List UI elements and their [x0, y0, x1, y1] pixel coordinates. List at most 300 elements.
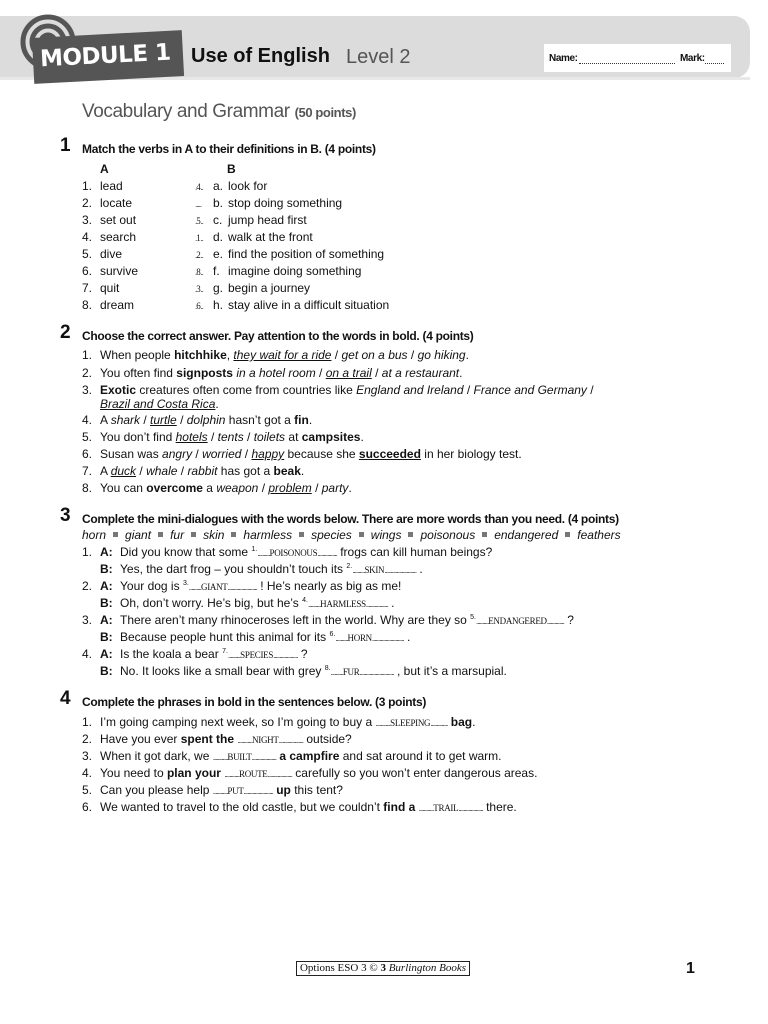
dialogue-pre: Did you know that some	[120, 545, 252, 559]
sentence-part: A	[100, 413, 111, 427]
sentence-part: /	[371, 366, 382, 380]
gap-number: 8.	[324, 665, 331, 672]
blank-dots: .	[195, 285, 197, 294]
bold-phrase-end: bag	[450, 715, 473, 729]
sentence-text	[100, 447, 522, 461]
option-word[interactable]: get on a bus	[341, 348, 408, 362]
item-number: 2.	[82, 196, 93, 210]
sentence-pre: Can you please help	[100, 783, 213, 797]
verb-text: dream	[100, 298, 135, 312]
word-bank	[82, 528, 621, 542]
verb-text: search	[100, 230, 137, 244]
option-word[interactable]: beak	[273, 464, 301, 478]
phrase-row	[0, 715, 768, 731]
definition-letter: d.	[213, 230, 224, 244]
item-number: 1.	[82, 348, 93, 362]
definition-letter: g.	[213, 281, 224, 295]
dialogue-line	[0, 630, 768, 646]
answer-blank[interactable]	[224, 766, 292, 780]
sentence-text	[100, 430, 364, 444]
blank-dots: ....................	[278, 736, 304, 745]
option-word[interactable]: party	[321, 481, 349, 495]
blank-dots: ..	[200, 234, 203, 243]
separator-square-icon	[299, 532, 304, 537]
blank-dots: ..........	[307, 600, 321, 609]
handwritten-answer: GIANT	[201, 582, 228, 592]
item-number: 5.	[82, 247, 93, 261]
name-label: Name:	[549, 53, 578, 64]
blank-dots: ....................	[273, 651, 298, 660]
item-number: 5.	[82, 783, 93, 797]
choice-row	[0, 348, 768, 364]
sentence-part: You can	[100, 481, 147, 495]
handwritten-answer: 2	[196, 250, 201, 260]
match-row	[0, 247, 768, 263]
sentence-pre: We wanted to travel to the old castle, but we couldn’t	[100, 800, 384, 814]
sentence-text	[100, 413, 312, 427]
answer-blank[interactable]	[257, 545, 337, 559]
word-bank-item: giant	[125, 528, 152, 542]
blank-dots: .	[195, 251, 197, 260]
blank-dots: ..........	[476, 617, 489, 626]
blank-dots: ..............	[546, 617, 564, 626]
answer-blank[interactable]	[195, 213, 203, 227]
answer-blank[interactable]	[308, 596, 388, 610]
answer-blank[interactable]	[237, 732, 303, 746]
dialogue-post: .	[416, 562, 423, 576]
handwritten-answer: FUR	[342, 667, 360, 677]
sentence-post: there.	[482, 800, 517, 814]
bold-phrase-start: find a	[383, 800, 416, 814]
gap-number: 3.	[182, 580, 189, 587]
choice-row	[0, 447, 768, 463]
bold-phrase-start: spent the	[180, 732, 235, 746]
blank-dots: .	[195, 217, 197, 226]
sentence-part: /	[315, 366, 326, 380]
dialogue-text	[120, 664, 507, 678]
sentence-part: .	[300, 464, 305, 478]
item-number: 4.	[82, 766, 93, 780]
option-word[interactable]: worried	[202, 447, 242, 461]
speaker-label: A:	[100, 545, 113, 559]
option-word[interactable]: overcome	[146, 481, 203, 495]
separator-square-icon	[191, 532, 196, 537]
sentence-part: .	[308, 413, 313, 427]
answer-blank[interactable]	[195, 179, 203, 193]
definition-text: walk at the front	[228, 230, 313, 244]
sentence-part: A	[100, 464, 111, 478]
exercise-4-number: 4	[60, 688, 71, 709]
option-word[interactable]: in a hotel room	[236, 366, 316, 380]
match-row	[0, 264, 768, 280]
verb-text: survive	[100, 264, 139, 278]
section-points: (50 points)	[294, 105, 356, 120]
footer-copyright	[296, 961, 470, 976]
dialogue-post: ?	[297, 647, 308, 661]
answer-blank[interactable]	[419, 800, 483, 814]
sentence-part: /	[241, 447, 252, 461]
sentence-part: at	[285, 430, 302, 444]
blank-dots: ..........	[257, 549, 270, 558]
blank-dots: ....................	[267, 770, 292, 779]
item-number: 8.	[82, 298, 93, 312]
bold-phrase-start: plan your	[166, 766, 221, 780]
verb-text: lead	[100, 179, 123, 193]
blank-dots: .	[195, 268, 197, 277]
gap-number: 4.	[302, 597, 308, 604]
option-word[interactable]: duck	[110, 464, 137, 478]
dialogue-text	[120, 596, 394, 610]
definition-text: stop doing something	[228, 196, 343, 210]
match-row	[0, 230, 768, 246]
burlington-logo-icon: 3	[380, 962, 386, 974]
sentence-part: creatures often come from countries like	[136, 383, 357, 397]
definition-letter: f.	[213, 264, 220, 278]
sentence-part: /	[243, 430, 254, 444]
sentence-part: has got a	[217, 464, 274, 478]
mark-label: Mark:	[680, 53, 705, 64]
answer-blank[interactable]	[195, 264, 203, 278]
option-word[interactable]: succeeded	[358, 447, 421, 461]
phrase-row	[0, 732, 768, 748]
option-word[interactable]: at a restaurant	[381, 366, 460, 380]
dialogue-text	[120, 630, 410, 644]
dialogue-line	[0, 562, 768, 578]
answer-blank[interactable]	[195, 247, 203, 261]
option-word[interactable]: dolphin	[186, 413, 226, 427]
sentence-text	[100, 800, 517, 814]
handwritten-answer: 6	[196, 301, 201, 311]
blank-dots: ..	[200, 285, 203, 294]
handwritten-answer: ROUTE	[239, 769, 268, 779]
sentence-part: .	[348, 481, 352, 495]
sentence-part: /	[463, 383, 474, 397]
option-word[interactable]: hotels	[175, 430, 208, 444]
choice-row	[0, 430, 768, 446]
handwritten-answer: 5	[196, 216, 201, 226]
exercise-3-number: 3	[60, 505, 71, 526]
speaker-label: B:	[100, 630, 113, 644]
blank-dots: .....	[195, 200, 202, 209]
blank-dots: ........................	[227, 583, 257, 592]
blank-dots: ....................	[458, 804, 483, 813]
option-word[interactable]: tents	[217, 430, 244, 444]
handwritten-answer: TRAIL	[433, 803, 459, 813]
dialogue-pre: There aren’t many rhinoceroses left in the world. Why are they so	[120, 613, 471, 627]
definition-letter: c.	[213, 213, 223, 227]
item-number: 5.	[82, 430, 93, 444]
word-bank-item: endangered	[494, 528, 559, 542]
dialogue-line	[0, 647, 768, 663]
dialogue-pre: Yes, the dart frog – you shouldn’t touch its	[120, 562, 347, 576]
dialogue-text	[120, 579, 401, 593]
option-word[interactable]: they wait for a ride	[233, 348, 332, 362]
definition-text: find the position of something	[228, 247, 385, 261]
answer-blank[interactable]	[195, 298, 203, 312]
answer-blank[interactable]	[228, 647, 298, 661]
dialogue-text	[120, 562, 423, 576]
dialogue-line	[0, 545, 768, 561]
blank-dots: .	[195, 183, 197, 192]
word-bank-item: species	[311, 528, 352, 542]
sentence-part: /	[192, 447, 203, 461]
phrase-row	[0, 766, 768, 782]
separator-square-icon	[359, 532, 364, 537]
name-field[interactable]	[579, 63, 675, 64]
bold-phrase-end: up	[276, 783, 291, 797]
item-number: 6.	[82, 447, 93, 461]
sentence-part: /	[586, 383, 594, 397]
answer-blank[interactable]	[331, 664, 394, 678]
dialogue-pre: No. It looks like a small bear with grey	[120, 664, 325, 678]
sentence-part: You often find	[100, 366, 177, 380]
option-word[interactable]: Brazil and Costa Rica	[100, 397, 216, 411]
choice-row	[0, 413, 768, 429]
option-word[interactable]: problem	[268, 481, 312, 495]
page-level: Level 2	[346, 46, 411, 68]
exercise-3-instruction: Complete the mini-dialogues with the words below. There are more words than you need. (4 points)	[82, 512, 619, 526]
column-b-header: B	[227, 162, 236, 176]
word-bank-item: horn	[82, 528, 107, 542]
option-word[interactable]: whale	[146, 464, 178, 478]
separator-square-icon	[113, 532, 118, 537]
sentence-pre: Have you ever	[100, 732, 181, 746]
blank-dots: ............	[237, 736, 253, 745]
option-word[interactable]: weapon	[216, 481, 259, 495]
handwritten-answer: BUILT	[227, 752, 252, 762]
exercise-2-instruction: Choose the correct answer. Pay attention to the words in bold. (4 points)	[82, 329, 474, 343]
gap-number: 2.	[346, 563, 353, 570]
blank-dots: ..	[200, 302, 203, 311]
answer-blank[interactable]	[213, 783, 273, 797]
sentence-part: /	[407, 348, 418, 362]
word-bank-item: fur	[170, 528, 185, 542]
item-number: 1.	[82, 545, 93, 559]
separator-square-icon	[565, 532, 570, 537]
dialogue-line	[0, 664, 768, 680]
option-word[interactable]: signposts	[176, 366, 233, 380]
sentence-part: /	[177, 464, 188, 478]
option-word[interactable]: hitchhike	[174, 348, 227, 362]
sentence-part: .	[465, 348, 469, 362]
item-number: 6.	[82, 800, 93, 814]
option-word[interactable]: on a trail	[325, 366, 372, 380]
verb-text: quit	[100, 281, 120, 295]
option-word[interactable]: turtle	[150, 413, 177, 427]
definition-letter: e.	[213, 247, 224, 261]
item-number: 4.	[82, 230, 93, 244]
item-number: 3.	[82, 749, 93, 763]
blank-dots: ..................	[365, 600, 388, 609]
separator-square-icon	[482, 532, 487, 537]
phrase-row	[0, 783, 768, 799]
gap-number: 5.	[470, 614, 476, 621]
sentence-pre: I’m going camping next week, so I’m going to buy a	[100, 715, 376, 729]
blank-dots: ..............	[430, 719, 448, 728]
sentence-pre: When it got dark, we	[100, 749, 213, 763]
definition-letter: b.	[213, 196, 224, 210]
sentence-part: ,	[226, 348, 234, 362]
blank-dots: ..........................	[384, 566, 417, 575]
sentence-text	[100, 383, 594, 411]
dialogue-post: ! He’s nearly as big as me!	[256, 579, 402, 593]
choice-row	[0, 464, 768, 480]
blank-dots: ..........	[352, 566, 365, 575]
option-word[interactable]: toilets	[253, 430, 286, 444]
sentence-text	[100, 464, 304, 478]
sentence-part: /	[311, 481, 322, 495]
sentence-post: carefully so you won’t enter dangerous areas.	[291, 766, 538, 780]
blank-dots: ..........	[330, 668, 343, 677]
module-label: MODULE 1	[39, 39, 172, 73]
blank-dots: ..	[200, 251, 203, 260]
sentence-part: Susan was	[100, 447, 163, 461]
option-word[interactable]: angry	[162, 447, 193, 461]
option-word[interactable]: rabbit	[187, 464, 218, 478]
option-word[interactable]: happy	[251, 447, 285, 461]
match-row	[0, 298, 768, 314]
sentence-text	[100, 366, 463, 380]
verb-text: dive	[100, 247, 123, 261]
blank-dots: ............	[212, 753, 228, 762]
section-title	[82, 101, 356, 123]
definition-text: imagine doing something	[228, 264, 362, 278]
option-word[interactable]: shark	[110, 413, 141, 427]
option-word[interactable]: fin	[294, 413, 309, 427]
sentence-part: /	[176, 413, 187, 427]
option-word[interactable]: Exotic	[100, 383, 137, 397]
sentence-part: /	[140, 413, 151, 427]
choice-row	[0, 481, 768, 497]
handwritten-answer: 4	[196, 182, 201, 192]
verb-text: set out	[100, 213, 137, 227]
section-title-text: Vocabulary and Grammar	[82, 101, 290, 122]
separator-square-icon	[158, 532, 163, 537]
sentence-text	[100, 348, 469, 362]
handwritten-answer: SKIN	[364, 565, 385, 575]
dialogue-pre: Oh, don’t worry. He’s big, but he’s	[120, 596, 303, 610]
option-word[interactable]: go hiking	[417, 348, 466, 362]
speaker-label: A:	[100, 579, 113, 593]
separator-square-icon	[408, 532, 413, 537]
sentence-part: /	[207, 430, 218, 444]
answer-blank[interactable]	[195, 196, 201, 210]
dialogue-text	[120, 545, 492, 559]
sentence-post: .	[472, 715, 476, 729]
dialogue-post: frogs can kill human beings?	[336, 545, 493, 559]
choice-row	[0, 366, 768, 382]
sentence-post: this tent?	[290, 783, 343, 797]
sentence-post: and sat around it to get warm.	[339, 749, 502, 763]
gap-number: 1.	[251, 546, 258, 553]
definition-text: look for	[228, 179, 268, 193]
sentence-text	[100, 766, 537, 780]
definition-text: stay alive in a difficult situation	[228, 298, 390, 312]
item-number: 2.	[82, 732, 93, 746]
sentence-part: /	[136, 464, 147, 478]
sentence-part: because she	[284, 447, 359, 461]
sentence-part: hasn’t got a	[225, 413, 295, 427]
blank-dots: ..........................	[371, 634, 404, 643]
item-number: 3.	[82, 213, 93, 227]
item-number: 1.	[82, 715, 93, 729]
handwritten-answer: ENDANGERED	[488, 616, 547, 626]
item-number: 1.	[82, 179, 93, 193]
name-mark-box	[544, 44, 731, 72]
speaker-label: B:	[100, 562, 113, 576]
sentence-post: outside?	[303, 732, 352, 746]
sentence-text	[100, 732, 352, 746]
item-number: 4.	[82, 647, 93, 661]
item-number: 2.	[82, 579, 93, 593]
word-bank-item: skin	[203, 528, 225, 542]
sentence-text	[100, 783, 343, 797]
blank-dots: ..........	[188, 583, 202, 592]
blank-dots: ............	[375, 719, 391, 728]
blank-dots: ..........	[227, 651, 241, 660]
item-number: 3.	[82, 383, 93, 397]
handwritten-answer: HARMLESS	[320, 599, 366, 609]
item-number: 7.	[82, 464, 93, 478]
dialogue-post: ?	[563, 613, 574, 627]
sentence-part: /	[258, 481, 269, 495]
mark-field[interactable]	[705, 63, 724, 64]
word-bank-item: feathers	[577, 528, 621, 542]
speaker-label: B:	[100, 596, 113, 610]
page-number: 1	[686, 960, 695, 977]
definition-text: begin a journey	[228, 281, 311, 295]
dialogue-post: .	[387, 596, 395, 610]
gap-number: 7.	[222, 648, 228, 655]
answer-blank[interactable]	[352, 562, 416, 576]
handwritten-answer: SLEEPING	[390, 718, 431, 728]
option-word[interactable]: campsites	[301, 430, 361, 444]
sentence-part: .	[459, 366, 463, 380]
handwritten-answer: NIGHT	[252, 735, 279, 745]
sentence-part: in her biology test.	[420, 447, 522, 461]
handwritten-answer: POISONOUS	[269, 548, 318, 558]
option-word[interactable]: England and Ireland	[356, 383, 464, 397]
answer-blank[interactable]	[189, 579, 257, 593]
answer-blank[interactable]	[213, 749, 276, 763]
answer-blank[interactable]	[195, 281, 203, 295]
blank-dots: ..........	[335, 634, 348, 643]
blank-dots: ............................	[359, 668, 394, 677]
answer-blank[interactable]	[476, 613, 564, 627]
definition-letter: h.	[213, 298, 224, 312]
sentence-part: a	[202, 481, 217, 495]
item-number: 7.	[82, 281, 93, 295]
dialogue-pre: Because people hunt this animal for its	[120, 630, 330, 644]
answer-blank[interactable]	[335, 630, 403, 644]
bold-phrase-end: a campfire	[279, 749, 340, 763]
handwritten-answer: PUT	[227, 786, 244, 796]
sentence-part: When people	[100, 348, 175, 362]
option-word[interactable]: France and Germany	[473, 383, 587, 397]
phrase-row	[0, 749, 768, 765]
item-number: 4.	[82, 413, 93, 427]
handwritten-answer: SPECIES	[240, 650, 274, 660]
speaker-label: B:	[100, 664, 113, 678]
word-bank-item: wings	[370, 528, 402, 542]
item-number: 6.	[82, 264, 93, 278]
answer-blank[interactable]	[195, 230, 203, 244]
dialogue-line	[0, 579, 768, 595]
answer-blank[interactable]	[375, 715, 447, 729]
item-number: 8.	[82, 481, 93, 495]
handwritten-answer: 1	[196, 233, 201, 243]
handwritten-answer: 3	[196, 284, 201, 294]
